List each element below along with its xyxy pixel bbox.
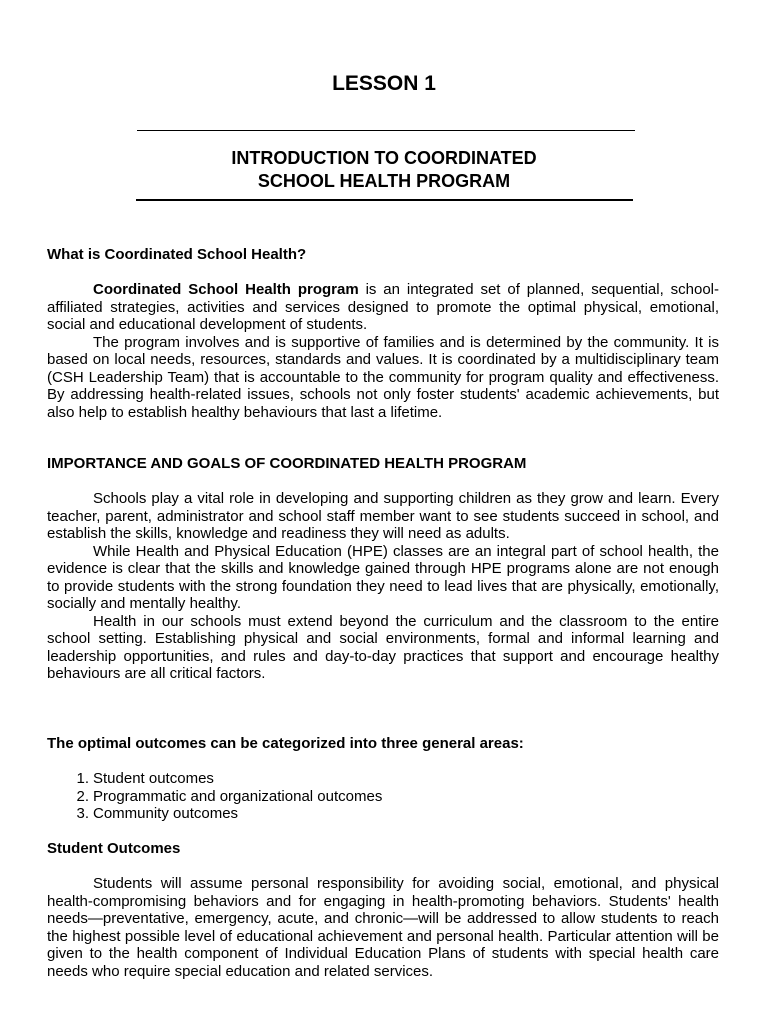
section-importance-goals (47, 455, 719, 473)
title-line-1: INTRODUCTION TO COORDINATED (231, 148, 537, 168)
list-item-text: Community outcomes (93, 805, 239, 822)
bold-term: Coordinated School Health program (93, 281, 359, 298)
section-heading: Student Outcomes (47, 840, 181, 857)
list-item (76, 770, 719, 788)
section-heading: What is Coordinated School Health? (47, 246, 307, 263)
section-importance-goals-body (47, 490, 719, 683)
title-top-rule (137, 130, 635, 131)
paragraph: The program involves and is supportive of families and is determined by the community. It is based on local needs, resources, standards and values. It is coordinated by a multidisciplinary team (CSH Leadership Team) that is accountable to the community for program quality and effectiveness. By addressing health-related issues, schools not only foster students' academic achievements, but also help to establish healthy behaviours that last a lifetime. (47, 333, 719, 421)
paragraph: While Health and Physical Education (HPE) classes are an integral part of school health, the evidence is clear that the skills and knowledge gained through HPE programs alone are not enough to provide students with the strong foundation they need to lead lives that are physically, emotionally, socially and mentally healthy. (47, 542, 719, 612)
list-number: 1. (76, 770, 89, 787)
lesson-number: LESSON 1 (332, 72, 436, 95)
paragraph-text: is an integrated set of planned, sequential, school-affiliated strategies, activities and services designed to promote the optimal physical, emotional, social and educational development of students. (47, 281, 719, 333)
page-title (0, 147, 768, 193)
list-item (76, 805, 719, 823)
section-what-is-csh-body (47, 281, 719, 421)
section-student-outcomes (47, 840, 719, 858)
paragraph: Health in our schools must extend beyond the curriculum and the classroom to the entire school setting. Establishing physical and social environments, formal and informal learning and leadership opportunities, and rules and day-to-day practices that support and encourage healthy behaviours are all critical factors. (47, 612, 719, 682)
section-heading: The optimal outcomes can be categorized into three general areas: (47, 735, 524, 752)
paragraph (47, 281, 719, 334)
list-number: 3. (76, 805, 89, 822)
section-what-is-csh (47, 246, 719, 264)
section-optimal-outcomes (47, 735, 719, 753)
title-line-2: SCHOOL HEALTH PROGRAM (257, 171, 511, 191)
title-bottom-rule (136, 199, 633, 201)
section-heading: IMPORTANCE AND GOALS OF COORDINATED HEALTH PROGRAM (47, 455, 527, 472)
list-item (76, 787, 719, 806)
paragraph: Schools play a vital role in developing and supporting children as they grow and learn. Every teacher, parent, administrator and school staff member want to see students succeed in school, and establish the skills, knowledge and readiness they will need as adults. (47, 490, 719, 542)
list-item-text: Programmatic and organizational outcomes (93, 787, 383, 805)
outcomes-list (47, 770, 719, 823)
paragraph: Students will assume personal responsibility for avoiding social, emotional, and physical health-compromising behaviors and for engaging in health-promoting behaviors. Students' health needs—preventative, emergency, acute, and chronic—will be addressed to allow students to reach the highest possible level of educational achievement and personal health. Particular attention will be given to the health component of Individual Education Plans of students with special health care needs who require special education and related services. (47, 875, 719, 980)
list-item-text: Student outcomes (93, 770, 214, 787)
outcomes-list-wrapper (47, 770, 719, 823)
section-student-outcomes-body (47, 875, 719, 980)
list-number: 2. (76, 787, 89, 805)
